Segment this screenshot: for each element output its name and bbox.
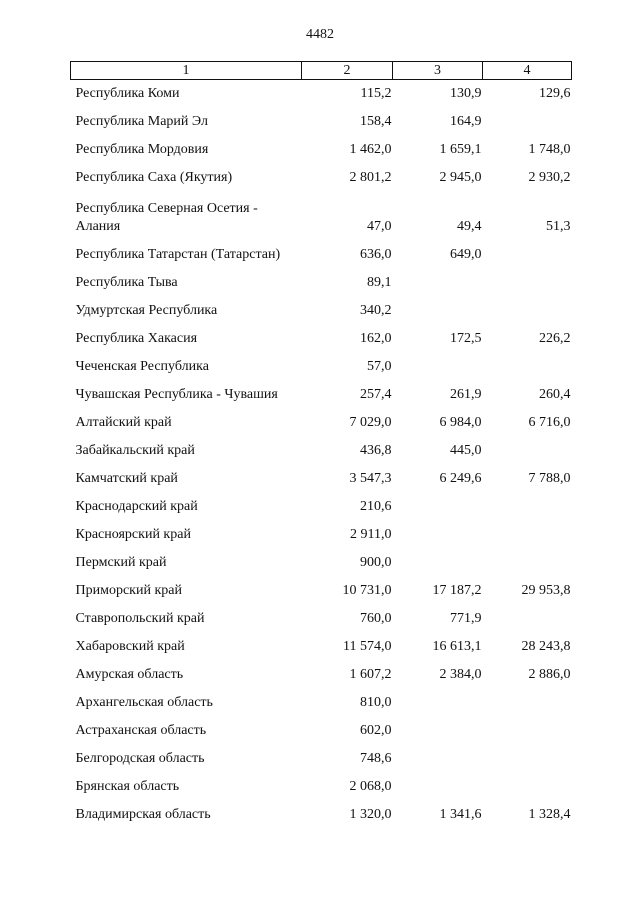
value-col-3: 261,9 <box>450 387 482 402</box>
header-row <box>71 62 572 80</box>
value-col-2: 162,0 <box>360 331 392 346</box>
region-name: Хабаровский край <box>75 639 185 654</box>
table-row <box>71 241 572 269</box>
region-name: Красноярский край <box>75 527 191 542</box>
region-name: Чувашская Республика - Чувашия <box>75 387 278 402</box>
region-name: Республика Тыва <box>75 275 178 290</box>
value-col-3 <box>393 269 483 297</box>
value-col-3 <box>393 745 483 773</box>
table-row <box>71 773 572 801</box>
value-col-4: 1 328,4 <box>528 807 571 822</box>
region-name: Республика Марий Эл <box>75 114 208 129</box>
value-col-2: 1 607,2 <box>349 667 392 682</box>
column-header-2: 2 <box>302 62 393 80</box>
value-col-4: 226,2 <box>539 331 571 346</box>
value-col-2: 210,6 <box>360 499 392 514</box>
value-col-4: 260,4 <box>539 387 571 402</box>
table-row <box>71 353 572 381</box>
region-name: Архангельская область <box>75 695 213 710</box>
table-row <box>71 465 572 493</box>
value-col-2: 602,0 <box>360 723 392 738</box>
region-name: Республика Коми <box>75 86 180 101</box>
value-col-4 <box>483 549 572 577</box>
value-col-2: 810,0 <box>360 695 392 710</box>
value-col-3: 649,0 <box>450 247 482 262</box>
value-col-2: 760,0 <box>360 611 392 626</box>
value-col-3: 17 187,2 <box>432 583 482 598</box>
region-name: Приморский край <box>75 583 182 598</box>
value-col-4: 2 886,0 <box>528 667 571 682</box>
table-row <box>71 325 572 353</box>
value-col-3 <box>393 689 483 717</box>
region-name: Республика Северная Осетия - Алания <box>75 201 258 234</box>
region-name: Краснодарский край <box>75 499 198 514</box>
region-name: Забайкальский край <box>75 443 195 458</box>
value-col-2: 158,4 <box>360 114 392 129</box>
table-row <box>71 437 572 465</box>
value-col-4: 6 716,0 <box>528 415 571 430</box>
table-row <box>71 521 572 549</box>
value-col-4 <box>483 717 572 745</box>
region-name: Чеченская Республика <box>75 359 209 374</box>
table-row <box>71 661 572 689</box>
region-name: Амурская область <box>75 667 184 682</box>
value-col-3: 6 984,0 <box>439 415 482 430</box>
table-row <box>71 745 572 773</box>
table-row <box>71 605 572 633</box>
value-col-3: 2 945,0 <box>439 170 482 185</box>
table-row <box>71 633 572 661</box>
value-col-3: 130,9 <box>450 86 482 101</box>
value-col-4 <box>483 437 572 465</box>
value-col-2: 900,0 <box>360 555 392 570</box>
region-name: Камчатский край <box>75 471 178 486</box>
region-name: Владимирская область <box>75 807 211 822</box>
table-row <box>71 164 572 192</box>
table-row <box>71 493 572 521</box>
region-name: Пермский край <box>75 555 167 570</box>
data-table <box>70 61 572 829</box>
table-row <box>71 269 572 297</box>
value-col-4 <box>483 353 572 381</box>
value-col-2: 10 731,0 <box>342 583 392 598</box>
table-row <box>71 297 572 325</box>
region-name: Республика Хакасия <box>75 331 198 346</box>
table-row <box>71 689 572 717</box>
value-col-3 <box>393 353 483 381</box>
table-body <box>71 80 572 830</box>
table-header <box>71 62 572 80</box>
table-row <box>71 80 572 109</box>
value-col-3 <box>393 493 483 521</box>
value-col-3 <box>393 773 483 801</box>
table-row <box>71 577 572 605</box>
value-col-4 <box>483 689 572 717</box>
region-name: Республика Саха (Якутия) <box>75 170 233 185</box>
value-col-3: 164,9 <box>450 114 482 129</box>
value-col-4 <box>483 108 572 136</box>
table-row <box>71 108 572 136</box>
table-row <box>71 136 572 164</box>
value-col-4: 28 243,8 <box>521 639 571 654</box>
value-col-4: 2 930,2 <box>528 170 571 185</box>
value-col-2: 257,4 <box>360 387 392 402</box>
value-col-3: 445,0 <box>450 443 482 458</box>
value-col-2: 1 320,0 <box>349 807 392 822</box>
value-col-4 <box>483 605 572 633</box>
value-col-2: 3 547,3 <box>349 471 392 486</box>
value-col-3: 172,5 <box>450 331 482 346</box>
value-col-3: 1 341,6 <box>439 807 482 822</box>
value-col-3: 1 659,1 <box>439 142 482 157</box>
value-col-2: 47,0 <box>367 219 392 234</box>
value-col-4: 29 953,8 <box>521 583 571 598</box>
page-number: 4482 <box>306 27 334 42</box>
region-name: Республика Татарстан (Татарстан) <box>75 247 281 262</box>
value-col-4 <box>483 521 572 549</box>
value-col-3: 771,9 <box>450 611 482 626</box>
value-col-3: 16 613,1 <box>432 639 482 654</box>
region-name: Удмуртская Республика <box>75 303 218 318</box>
region-name: Алтайский край <box>75 415 172 430</box>
value-col-3 <box>393 717 483 745</box>
value-col-2: 2 801,2 <box>349 170 392 185</box>
value-col-4: 51,3 <box>546 219 571 234</box>
value-col-2: 115,2 <box>360 86 392 101</box>
region-name: Республика Мордовия <box>75 142 209 157</box>
value-col-2: 340,2 <box>360 303 392 318</box>
column-header-3: 3 <box>393 62 483 80</box>
value-col-2: 57,0 <box>367 359 392 374</box>
value-col-3: 6 249,6 <box>439 471 482 486</box>
column-header-1: 1 <box>71 62 302 80</box>
value-col-2: 89,1 <box>367 275 392 290</box>
value-col-4: 129,6 <box>539 86 571 101</box>
table-row <box>71 409 572 437</box>
value-col-4 <box>483 269 572 297</box>
value-col-2: 2 911,0 <box>350 527 392 542</box>
table-row <box>71 801 572 829</box>
value-col-2: 1 462,0 <box>349 142 392 157</box>
value-col-4: 1 748,0 <box>528 142 571 157</box>
value-col-2: 436,8 <box>360 443 392 458</box>
table-row <box>71 192 572 241</box>
region-name: Астраханская область <box>75 723 207 738</box>
value-col-2: 748,6 <box>360 751 392 766</box>
value-col-3 <box>393 521 483 549</box>
value-col-4 <box>483 745 572 773</box>
region-name: Брянская область <box>75 779 180 794</box>
value-col-3 <box>393 297 483 325</box>
value-col-4 <box>483 297 572 325</box>
region-name: Белгородская область <box>75 751 205 766</box>
region-name: Ставропольский край <box>75 611 205 626</box>
value-col-2: 2 068,0 <box>349 779 392 794</box>
value-col-2: 7 029,0 <box>349 415 392 430</box>
value-col-3: 49,4 <box>457 219 482 234</box>
value-col-4 <box>483 241 572 269</box>
value-col-2: 11 574,0 <box>343 639 392 654</box>
value-col-2: 636,0 <box>360 247 392 262</box>
value-col-3: 2 384,0 <box>439 667 482 682</box>
value-col-4 <box>483 493 572 521</box>
value-col-4: 7 788,0 <box>528 471 571 486</box>
table-row <box>71 381 572 409</box>
value-col-3 <box>393 549 483 577</box>
table-row <box>71 717 572 745</box>
column-header-4: 4 <box>483 62 572 80</box>
value-col-4 <box>483 773 572 801</box>
table-row <box>71 549 572 577</box>
